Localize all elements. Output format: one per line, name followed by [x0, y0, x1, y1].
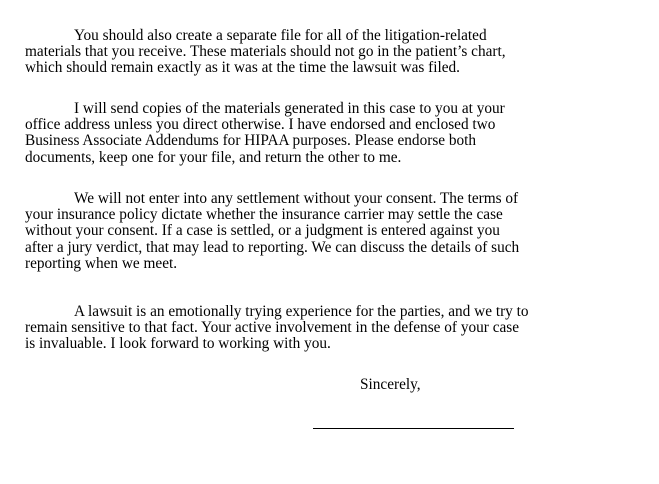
- paragraph-line: which should remain exactly as it was at the time the lawsuit was filed.: [25, 59, 460, 77]
- paragraph-line: You should also create a separate file for all of the litigation-related: [74, 27, 487, 44]
- paragraph-copies-hipaa: [25, 101, 565, 166]
- paragraph-line: reporting when we meet.: [25, 254, 178, 272]
- paragraph-line: materials that you receive. These materials should not go in the patient’s chart,: [25, 43, 506, 61]
- paragraph-line: after a jury verdict, that may lead to reporting. We can discuss the details of such: [25, 238, 520, 256]
- paragraph-line: We will not enter into any settlement without your consent. The terms of: [74, 190, 519, 207]
- paragraph-line: without your consent. If a case is settled, or a judgment is entered against you: [25, 222, 500, 240]
- paragraph-litigation-file: [25, 28, 565, 77]
- paragraph-lawsuit-experience: [25, 304, 565, 353]
- paragraph-line: A lawsuit is an emotionally trying experience for the parties, and we try to: [74, 303, 529, 320]
- paragraph-settlement: [25, 191, 565, 272]
- closing-salutation: Sincerely,: [360, 376, 421, 393]
- paragraph-line: remain sensitive to that fact. Your active involvement in the defense of your case: [25, 319, 520, 337]
- paragraph-line: documents, keep one for your file, and return the other to me.: [25, 148, 402, 166]
- paragraph-line: your insurance policy dictate whether the insurance carrier may settle the case: [25, 206, 503, 224]
- paragraph-line: office address unless you direct otherwise. I have endorsed and enclosed two: [25, 116, 496, 134]
- paragraph-line: is invaluable. I look forward to working with you.: [25, 335, 331, 353]
- paragraph-line: Business Associate Addendums for HIPAA purposes. Please endorse both: [25, 132, 477, 150]
- signature-line: [313, 428, 514, 429]
- paragraph-line: I will send copies of the materials generated in this case to you at your: [74, 100, 505, 117]
